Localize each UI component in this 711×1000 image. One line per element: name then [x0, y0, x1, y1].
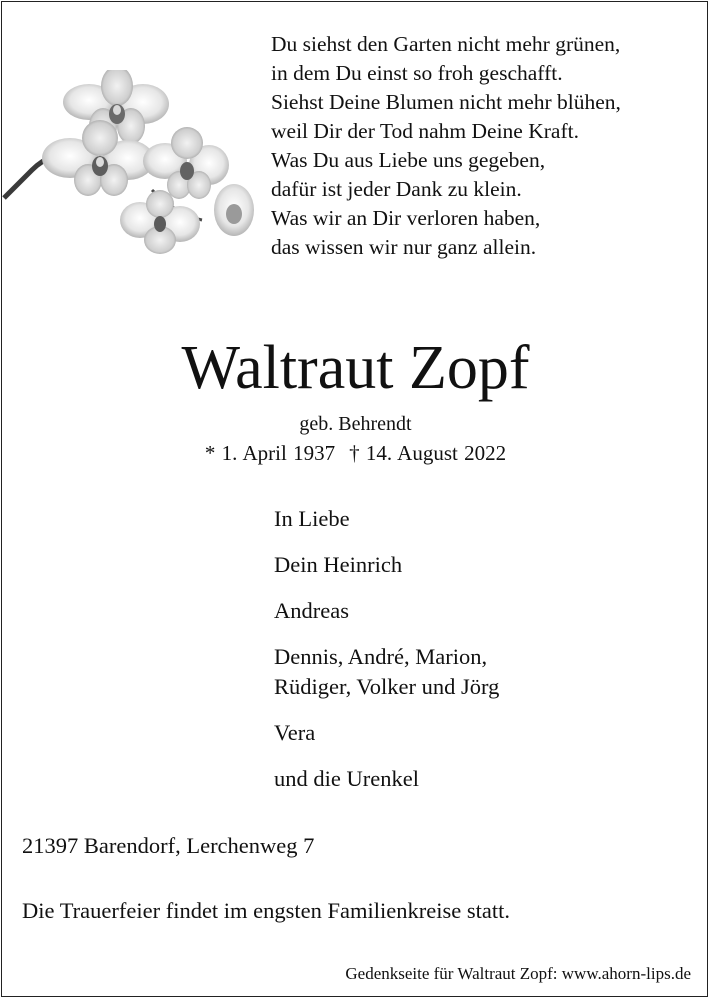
mourner-entry: Dennis, André, Marion,: [274, 644, 488, 669]
mourner-entry: Vera: [274, 720, 316, 745]
orchid-image: [2, 70, 264, 260]
poem-line: Du siehst den Garten nicht mehr grünen,: [271, 32, 621, 56]
address: 21397 Barendorf, Lerchenweg 7: [22, 833, 315, 858]
poem-line: dafür ist jeder Dank zu klein.: [271, 177, 522, 201]
mourner-entry: Dein Heinrich: [274, 552, 403, 577]
poem-line: weil Dir der Tod nahm Deine Kraft.: [271, 119, 579, 143]
mourner-entry: Rüdiger, Volker und Jörg: [274, 674, 500, 699]
poem-line: das wissen wir nur ganz allein.: [271, 235, 537, 259]
poem: [271, 30, 701, 262]
mourner-entry: Andreas: [274, 598, 349, 623]
deceased-name: Waltraut Zopf: [181, 334, 530, 402]
memorial-page-link[interactable]: Gedenkseite für Waltraut Zopf: www.ahorn-lips.de: [345, 964, 691, 983]
mourners-list: [274, 504, 499, 810]
mourner-entry-group: [274, 642, 499, 702]
poem-line: Siehst Deine Blumen nicht mehr blühen,: [271, 90, 621, 114]
ceremony-note: Die Trauerfeier findet im engsten Familienkreise statt.: [22, 898, 511, 923]
maiden-name: geb. Behrendt: [299, 413, 412, 435]
birth-date: * 1. April 1937: [204, 441, 336, 465]
poem-line: Was Du aus Liebe uns gegeben,: [271, 148, 546, 172]
poem-line: in dem Du einst so froh geschafft.: [271, 61, 563, 85]
death-date: † 14. August 2022: [349, 441, 507, 465]
mourners-intro: In Liebe: [274, 506, 350, 531]
mourner-entry: und die Urenkel: [274, 766, 419, 791]
poem-line: Was wir an Dir verloren haben,: [271, 206, 541, 230]
life-dates: [0, 438, 711, 468]
